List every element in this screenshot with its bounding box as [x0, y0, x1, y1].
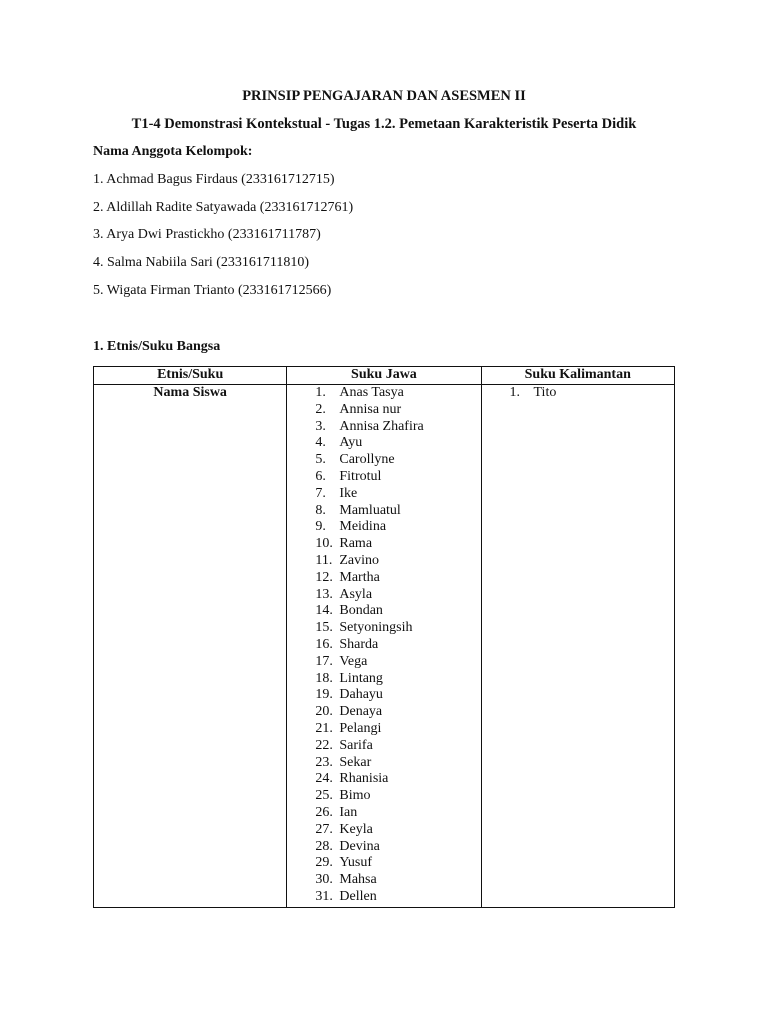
row-label: Nama Siswa: [94, 385, 287, 908]
list-item-number: 12.: [315, 569, 333, 585]
member-item: 3. Arya Dwi Prastickho (233161711787): [93, 227, 321, 242]
member-item: 5. Wigata Firman Trianto (233161712566): [93, 283, 332, 298]
list-item-number: 23.: [315, 754, 333, 770]
list-item-name: Sarifa: [339, 737, 373, 753]
list-item-name: Mamluatul: [339, 502, 401, 518]
list-item-number: 26.: [315, 804, 333, 820]
list-item-name: Rhanisia: [339, 771, 389, 787]
list-item-number: 14.: [315, 603, 333, 619]
list-item-number: 1.: [509, 385, 520, 400]
list-item: [287, 553, 480, 570]
list-item-name: Devina: [339, 838, 380, 854]
list-item-name: Annisa nur: [339, 401, 402, 417]
list-item-number: 27.: [315, 821, 333, 837]
list-item-number: 20.: [315, 704, 333, 720]
list-item-name: Anas Tasya: [339, 385, 404, 400]
list-item-number: 13.: [315, 586, 333, 602]
list-item-name: Setyoningsih: [339, 620, 413, 636]
list-item-name: Ike: [339, 485, 358, 501]
list-item-name: Bondan: [339, 603, 383, 619]
list-item-name: Lintang: [339, 670, 383, 686]
list-item-number: 4.: [315, 435, 326, 451]
list-item: [287, 654, 480, 671]
list-item: [287, 587, 480, 604]
list-item: [287, 435, 480, 452]
list-item-name: Bimo: [339, 788, 371, 804]
list-item: [287, 519, 480, 536]
jawa-name-list: [287, 385, 480, 907]
list-item: [287, 855, 480, 872]
list-item: [287, 620, 480, 637]
list-item-number: 10.: [315, 536, 333, 552]
list-item-number: 11.: [315, 552, 333, 568]
list-item-number: 17.: [315, 653, 333, 669]
jawa-cell: [287, 385, 481, 908]
list-item: [287, 402, 480, 419]
list-item: [287, 452, 480, 469]
list-item-number: 19.: [315, 687, 333, 703]
list-item-name: Carollyne: [339, 452, 395, 468]
list-item: [287, 771, 480, 788]
list-item: [287, 603, 480, 620]
list-item-number: 24.: [315, 771, 333, 787]
list-item-number: 18.: [315, 670, 333, 686]
list-item-number: 16.: [315, 636, 333, 652]
list-item-name: Yusuf: [339, 855, 373, 871]
list-item-number: 8.: [315, 502, 326, 518]
list-item: [482, 385, 675, 402]
list-item-name: Keyla: [339, 821, 373, 837]
list-item: [287, 637, 480, 654]
list-item-name: Mahsa: [339, 872, 377, 888]
list-item: [287, 889, 480, 906]
kalimantan-cell: [481, 385, 675, 908]
list-item-name: Martha: [339, 569, 380, 585]
list-item: [287, 839, 480, 856]
document-subtitle: T1-4 Demonstrasi Kontekstual - Tugas 1.2. Pemetaan Karakteristik Peserta Didik: [131, 116, 637, 132]
list-item: [287, 419, 480, 436]
list-item: [287, 872, 480, 889]
list-item-name: Dellen: [339, 888, 377, 904]
list-item-number: 7.: [315, 485, 326, 501]
list-item-name: Rama: [339, 536, 373, 552]
list-item: [287, 486, 480, 503]
list-item-number: 1.: [315, 385, 326, 400]
list-item-number: 25.: [315, 788, 333, 804]
list-item-number: 30.: [315, 872, 333, 888]
list-item: [287, 536, 480, 553]
list-item-number: 2.: [315, 401, 326, 417]
list-item-number: 22.: [315, 737, 333, 753]
list-item-number: 29.: [315, 855, 333, 871]
document-title: PRINSIP PENGAJARAN DAN ASESMEN II: [242, 88, 526, 104]
list-item-name: Dahayu: [339, 687, 383, 703]
list-item-name: Tito: [533, 385, 557, 400]
list-item-number: 21.: [315, 720, 333, 736]
list-item: [287, 687, 480, 704]
list-item: [287, 469, 480, 486]
list-item: [287, 788, 480, 805]
list-item-name: Zavino: [339, 552, 380, 568]
list-item: [287, 570, 480, 587]
list-item-name: Sharda: [339, 636, 379, 652]
list-item: [287, 805, 480, 822]
list-item: [287, 738, 480, 755]
list-item-number: 15.: [315, 620, 333, 636]
ethnicity-table: [93, 366, 675, 908]
list-item-name: Sekar: [339, 754, 372, 770]
list-item: [287, 822, 480, 839]
list-item-number: 9.: [315, 519, 326, 535]
list-item-name: Asyla: [339, 586, 373, 602]
list-item-name: Annisa Zhafira: [339, 418, 424, 434]
list-item: [287, 671, 480, 688]
list-item: [287, 704, 480, 721]
member-item: 1. Achmad Bagus Firdaus (233161712715): [93, 172, 335, 187]
list-item-number: 31.: [315, 888, 333, 904]
section-heading: 1. Etnis/Suku Bangsa: [93, 339, 221, 354]
list-item-name: Meidina: [339, 519, 387, 535]
table-row: [94, 385, 675, 908]
kalimantan-name-list: [482, 385, 675, 403]
member-item: 4. Salma Nabiila Sari (233161711810): [93, 255, 310, 270]
list-item: [287, 755, 480, 772]
header-jawa: Suku Jawa: [287, 367, 481, 385]
list-item-number: 3.: [315, 418, 326, 434]
list-item-name: Fitrotul: [339, 468, 382, 484]
list-item-number: 5.: [315, 452, 326, 468]
list-item-name: Ian: [339, 804, 358, 820]
header-ethnicity: Etnis/Suku: [94, 367, 287, 385]
list-item-name: Denaya: [339, 704, 383, 720]
list-item: [287, 385, 480, 402]
table-header-row: [94, 367, 675, 385]
header-kalimantan: Suku Kalimantan: [481, 367, 675, 385]
list-item-number: 6.: [315, 468, 326, 484]
members-heading: Nama Anggota Kelompok:: [93, 144, 253, 159]
list-item: [287, 721, 480, 738]
list-item-number: 28.: [315, 838, 333, 854]
member-item: 2. Aldillah Radite Satyawada (233161712761): [93, 200, 354, 215]
list-item-name: Pelangi: [339, 720, 382, 736]
list-item-name: Vega: [339, 653, 368, 669]
list-item: [287, 503, 480, 520]
list-item-name: Ayu: [339, 435, 363, 451]
